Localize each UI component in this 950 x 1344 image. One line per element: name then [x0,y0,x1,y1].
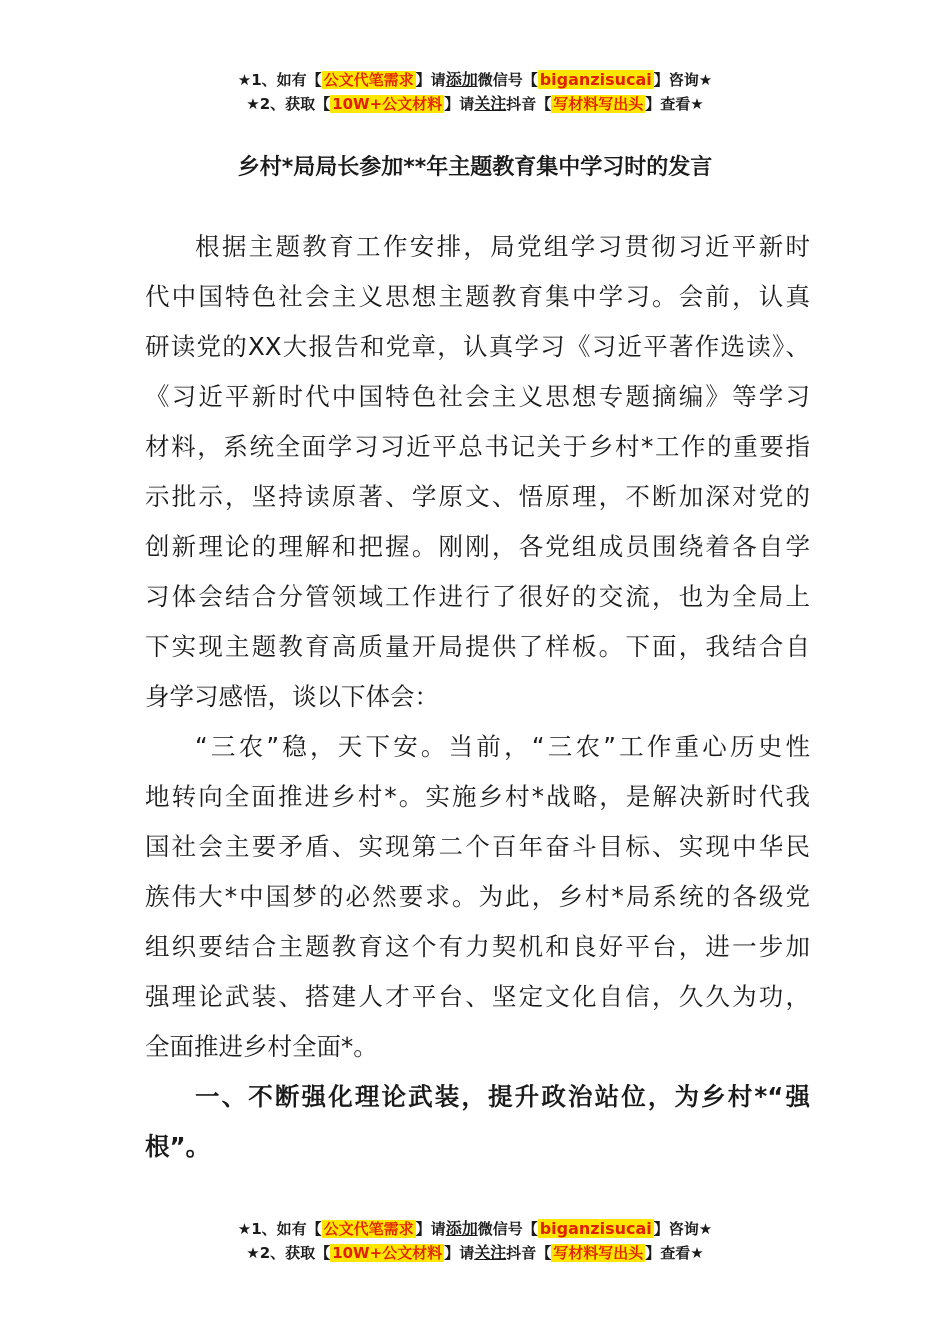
paragraph-line: 代中国特色社会主义思想主题教育集中学习。会前，认真 [145,282,810,311]
banner-line-1 [0,68,950,92]
banner-line-2 [0,1241,950,1265]
banner-text: 】咨询★ [653,1220,713,1238]
paragraph-line: 身学习感悟，谈以下体会： [145,682,439,711]
banner-text: ★2、获取【 [246,1244,331,1262]
paragraph-line: 下实现主题教育高质量开局提供了样板。下面，我结合自 [145,632,810,661]
banner-text: 】查看★ [645,95,704,113]
section-heading: 根”。 [145,1132,211,1161]
banner-highlight-wechat-id: biganzisucai [539,1219,652,1238]
banner-emphasis: 添加 [445,70,478,89]
paragraph-line: 国社会主要矛盾、实现第二个百年奋斗目标、实现中华民 [145,832,810,861]
banner-text: ★1、如有【 [237,71,322,89]
banner-highlight-materials: 10W+公文材料 [332,95,443,113]
banner-emphasis: 关注 [474,94,507,113]
banner-text: ★2、获取【 [246,95,331,113]
banner-highlight-wechat-id: biganzisucai [539,70,652,89]
banner-emphasis: 关注 [474,1243,507,1262]
paragraph-line: 强理论武装、搭建人才平台、坚定文化自信，久久为功， [145,982,810,1011]
banner-line-1 [0,1217,950,1241]
banner-text: 微信号【 [477,71,538,89]
paragraph-line: 习体会结合分管领域工作进行了很好的交流，也为全局上 [145,582,810,611]
paragraph-line: 材料，系统全面学习习近平总书记关于乡村*工作的重要指 [145,432,810,461]
banner-text: 抖音【 [506,1244,552,1262]
document-body [145,222,810,1172]
banner-text: 】请 [415,71,446,89]
banner-text: 微信号【 [477,1220,538,1238]
paragraph-line: 示批示，坚持读原著、学原文、悟原理，不断加深对党的 [145,482,810,511]
paragraph-line: 根据主题教育工作安排，局党组学习贯彻习近平新时 [195,232,810,261]
banner-emphasis: 添加 [445,1219,478,1238]
banner-text: 】请 [444,1244,475,1262]
banner-text: 抖音【 [506,95,552,113]
paragraph-line: 组织要结合主题教育这个有力契机和良好平台，进一步加 [145,932,810,961]
banner-highlight-service: 公文代笔需求 [323,71,414,89]
header-banner [0,68,950,116]
paragraph-line: 《习近平新时代中国特色社会主义思想专题摘编》等学习 [145,382,810,411]
banner-highlight-douyin: 写材料写出头 [553,1244,644,1262]
banner-text: 】请 [415,1220,446,1238]
document-title: 乡村*局局长参加**年主题教育集中学习时的发言 [237,155,713,180]
banner-text: 】咨询★ [653,71,713,89]
footer-banner [0,1217,950,1265]
banner-text: 】请 [444,95,475,113]
paragraph-line: 全面推进乡村全面*。 [145,1032,378,1061]
paragraph-line: 创新理论的理解和把握。刚刚，各党组成员围绕着各自学 [145,532,810,561]
banner-line-2 [0,92,950,116]
banner-text: 】查看★ [645,1244,704,1262]
section-heading: 一、不断强化理论武装，提升政治站位，为乡村*“强 [195,1082,810,1111]
paragraph-line: 族伟大*中国梦的必然要求。为此，乡村*局系统的各级党 [145,882,810,911]
banner-text: ★1、如有【 [237,1220,322,1238]
banner-highlight-douyin: 写材料写出头 [553,95,644,113]
banner-highlight-materials: 10W+公文材料 [332,1244,443,1262]
paragraph-line: 研读党的XX大报告和党章，认真学习《习近平著作选读》、 [145,332,810,361]
banner-highlight-service: 公文代笔需求 [323,1220,414,1238]
paragraph-line: 地转向全面推进乡村*。实施乡村*战略，是解决新时代我 [145,782,810,811]
paragraph-line: “三农”稳，天下安。当前，“三农”工作重心历史性 [195,732,810,761]
